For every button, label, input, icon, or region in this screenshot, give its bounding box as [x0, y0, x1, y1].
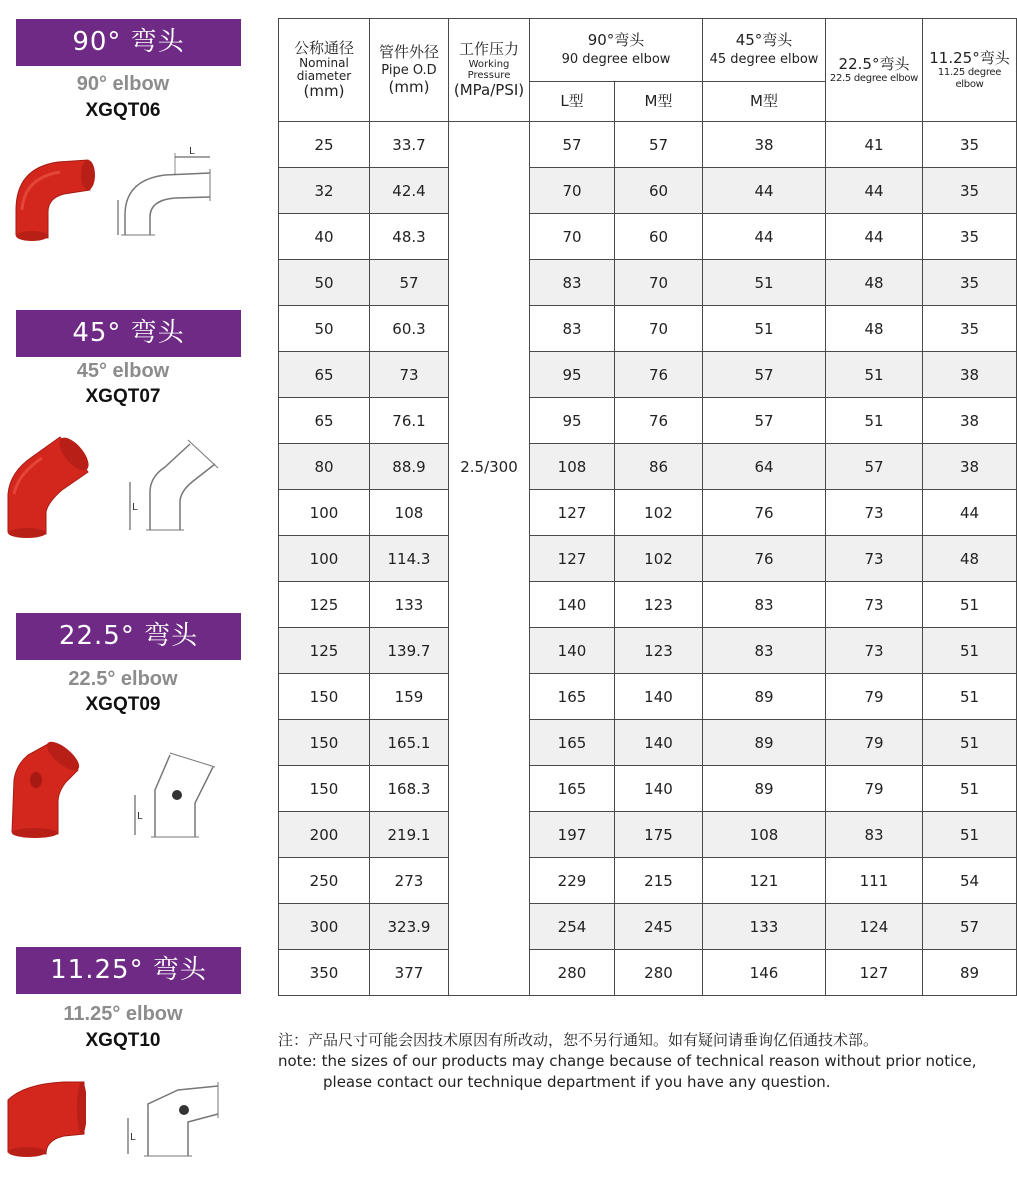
- cell-m-type-45: 76: [703, 490, 826, 536]
- cell-elbow-1125: 89: [923, 950, 1017, 996]
- cell-pressure: [449, 260, 530, 306]
- footnote: [278, 1030, 1008, 1093]
- cell-elbow-225: 44: [826, 214, 923, 260]
- drawing-label-l: L: [189, 146, 195, 157]
- cell-m-type: 76: [615, 398, 703, 444]
- cell-pipe-od: 76.1: [370, 398, 449, 444]
- cell-elbow-1125: 35: [923, 214, 1017, 260]
- table-row: [279, 352, 1017, 398]
- cell-elbow-225: 79: [826, 766, 923, 812]
- cell-l-type: 254: [530, 904, 615, 950]
- table-row: [279, 674, 1017, 720]
- cell-elbow-1125: 38: [923, 444, 1017, 490]
- cell-nominal: 25: [279, 122, 370, 168]
- dimension-table: [278, 18, 1017, 996]
- cell-elbow-1125: 51: [923, 720, 1017, 766]
- cell-pressure: [449, 904, 530, 950]
- cell-m-type-45: 133: [703, 904, 826, 950]
- product-english-45: 45° elbow: [76, 360, 170, 382]
- cell-l-type: 127: [530, 536, 615, 582]
- cell-pipe-od: 168.3: [370, 766, 449, 812]
- cell-pipe-od: 323.9: [370, 904, 449, 950]
- cell-elbow-1125: 51: [923, 766, 1017, 812]
- cell-pipe-od: 159: [370, 674, 449, 720]
- cell-elbow-225: 73: [826, 490, 923, 536]
- cell-pipe-od: 60.3: [370, 306, 449, 352]
- product-english-90: 90° elbow: [76, 73, 170, 95]
- product-english-1125: 11.25° elbow: [63, 1003, 183, 1025]
- cell-elbow-1125: 51: [923, 628, 1017, 674]
- product-code-1125: XGQT10: [85, 1030, 161, 1051]
- cell-elbow-225: 111: [826, 858, 923, 904]
- cell-m-type: 86: [615, 444, 703, 490]
- cell-nominal: 125: [279, 582, 370, 628]
- table-row: [279, 214, 1017, 260]
- table-row: [279, 536, 1017, 582]
- note-english-line2: please contact our technique department if you have any question.: [323, 1073, 831, 1091]
- cell-l-type: 83: [530, 306, 615, 352]
- table-row: [279, 122, 1017, 168]
- header-pipe-od: 管件外径 Pipe O.D (mm): [370, 19, 449, 122]
- cell-m-type: 60: [615, 168, 703, 214]
- table-row: [279, 168, 1017, 214]
- elbow-45-drawing: [120, 432, 230, 537]
- elbow-90-photo: [8, 150, 98, 245]
- note-chinese: 注：产品尺寸可能会因技术原因有所改动，恕不另行通知。如有疑问请垂询亿佰通技术部。: [278, 1031, 879, 1049]
- product-banner-45: 45° 弯头: [16, 310, 241, 357]
- cell-pressure: [449, 674, 530, 720]
- cell-nominal: 80: [279, 444, 370, 490]
- cell-m-type-45: 51: [703, 260, 826, 306]
- table-row: [279, 444, 1017, 490]
- product-banner-225: 22.5° 弯头: [16, 613, 241, 660]
- cell-nominal: 50: [279, 306, 370, 352]
- header-m-type: M型: [615, 82, 703, 122]
- cell-elbow-225: 51: [826, 352, 923, 398]
- cell-elbow-225: 57: [826, 444, 923, 490]
- cell-m-type: 70: [615, 260, 703, 306]
- table-row: [279, 398, 1017, 444]
- cell-m-type-45: 89: [703, 674, 826, 720]
- cell-pipe-od: 377: [370, 950, 449, 996]
- header-1125-elbow: 11.25°弯头 11.25 degree elbow: [923, 19, 1017, 122]
- table-body: [279, 122, 1017, 996]
- cell-m-type: 70: [615, 306, 703, 352]
- cell-l-type: 280: [530, 950, 615, 996]
- cell-pressure: [449, 628, 530, 674]
- cell-nominal: 150: [279, 674, 370, 720]
- cell-pipe-od: 88.9: [370, 444, 449, 490]
- cell-m-type-45: 44: [703, 214, 826, 260]
- cell-elbow-1125: 51: [923, 812, 1017, 858]
- table-row: [279, 628, 1017, 674]
- cell-elbow-1125: 35: [923, 306, 1017, 352]
- cell-m-type-45: 83: [703, 628, 826, 674]
- table-row: [279, 812, 1017, 858]
- cell-pressure: [449, 812, 530, 858]
- cell-m-type: 123: [615, 582, 703, 628]
- cell-elbow-225: 73: [826, 628, 923, 674]
- cell-pipe-od: 48.3: [370, 214, 449, 260]
- cell-m-type: 140: [615, 766, 703, 812]
- cell-nominal: 50: [279, 260, 370, 306]
- table-row: [279, 490, 1017, 536]
- cell-m-type-45: 64: [703, 444, 826, 490]
- cell-elbow-225: 127: [826, 950, 923, 996]
- product-code-225: XGQT09: [85, 694, 161, 715]
- drawing-label-l: L: [130, 1132, 136, 1143]
- elbow-225-drawing: [125, 745, 225, 845]
- cell-elbow-1125: 54: [923, 858, 1017, 904]
- cell-l-type: 108: [530, 444, 615, 490]
- note-english-line1: note: the sizes of our products may change because of technical reason without prior notice,: [278, 1052, 977, 1070]
- cell-elbow-1125: 51: [923, 674, 1017, 720]
- cell-l-type: 140: [530, 628, 615, 674]
- cell-l-type: 83: [530, 260, 615, 306]
- table-row: [279, 766, 1017, 812]
- cell-l-type: 165: [530, 766, 615, 812]
- cell-m-type-45: 38: [703, 122, 826, 168]
- cell-l-type: 70: [530, 214, 615, 260]
- table-row: [279, 260, 1017, 306]
- cell-m-type: 175: [615, 812, 703, 858]
- cell-m-type-45: 44: [703, 168, 826, 214]
- cell-l-type: 165: [530, 674, 615, 720]
- cell-nominal: 150: [279, 766, 370, 812]
- cell-pressure: [449, 306, 530, 352]
- cell-l-type: 165: [530, 720, 615, 766]
- cell-pressure: [449, 536, 530, 582]
- cell-l-type: 95: [530, 352, 615, 398]
- cell-elbow-225: 79: [826, 720, 923, 766]
- cell-m-type: 280: [615, 950, 703, 996]
- cell-elbow-225: 73: [826, 582, 923, 628]
- cell-elbow-225: 79: [826, 674, 923, 720]
- cell-m-type: 140: [615, 720, 703, 766]
- cell-l-type: 127: [530, 490, 615, 536]
- cell-m-type: 102: [615, 536, 703, 582]
- cell-elbow-225: 48: [826, 260, 923, 306]
- elbow-1125-drawing: [118, 1078, 228, 1163]
- table-row: [279, 904, 1017, 950]
- cell-m-type-45: 51: [703, 306, 826, 352]
- cell-pipe-od: 133: [370, 582, 449, 628]
- cell-pressure: [449, 122, 530, 168]
- elbow-45-photo: [2, 432, 92, 542]
- cell-nominal: 300: [279, 904, 370, 950]
- cell-m-type: 76: [615, 352, 703, 398]
- cell-pipe-od: 165.1: [370, 720, 449, 766]
- elbow-225-photo: [8, 740, 88, 840]
- header-m-type-45: M型: [703, 82, 826, 122]
- cell-elbow-225: 73: [826, 536, 923, 582]
- elbow-90-drawing: [115, 145, 225, 245]
- cell-l-type: 95: [530, 398, 615, 444]
- cell-elbow-1125: 51: [923, 582, 1017, 628]
- product-code-90: XGQT06: [85, 100, 161, 121]
- cell-pressure: [449, 582, 530, 628]
- drawing-label-l: L: [137, 811, 143, 822]
- product-code-45: XGQT07: [85, 386, 161, 407]
- drawing-label-l: L: [132, 502, 138, 513]
- header-90-elbow: 90°弯头 90 degree elbow: [530, 19, 703, 82]
- cell-m-type-45: 57: [703, 398, 826, 444]
- cell-m-type-45: 89: [703, 766, 826, 812]
- cell-elbow-1125: 35: [923, 122, 1017, 168]
- product-banner-90: 90° 弯头: [16, 19, 241, 66]
- cell-m-type: 102: [615, 490, 703, 536]
- cell-m-type: 57: [615, 122, 703, 168]
- cell-elbow-1125: 38: [923, 398, 1017, 444]
- cell-pressure: [449, 720, 530, 766]
- cell-pipe-od: 57: [370, 260, 449, 306]
- cell-m-type: 140: [615, 674, 703, 720]
- cell-pressure: [449, 766, 530, 812]
- cell-pressure: [449, 858, 530, 904]
- cell-l-type: 197: [530, 812, 615, 858]
- cell-l-type: 140: [530, 582, 615, 628]
- cell-m-type-45: 108: [703, 812, 826, 858]
- cell-m-type-45: 76: [703, 536, 826, 582]
- elbow-1125-photo: [4, 1078, 86, 1158]
- cell-pipe-od: 114.3: [370, 536, 449, 582]
- cell-pressure: 2.5/300: [449, 444, 530, 490]
- cell-pipe-od: 73: [370, 352, 449, 398]
- cell-pipe-od: 33.7: [370, 122, 449, 168]
- cell-nominal: 150: [279, 720, 370, 766]
- cell-elbow-225: 48: [826, 306, 923, 352]
- cell-pressure: [449, 398, 530, 444]
- cell-elbow-1125: 44: [923, 490, 1017, 536]
- cell-elbow-225: 41: [826, 122, 923, 168]
- header-225-elbow: 22.5°弯头 22.5 degree elbow: [826, 19, 923, 122]
- cell-pressure: [449, 214, 530, 260]
- cell-pressure: [449, 168, 530, 214]
- table-row: [279, 306, 1017, 352]
- cell-elbow-225: 51: [826, 398, 923, 444]
- cell-m-type-45: 83: [703, 582, 826, 628]
- cell-nominal: 40: [279, 214, 370, 260]
- header-45-elbow: 45°弯头 45 degree elbow: [703, 19, 826, 82]
- cell-pipe-od: 219.1: [370, 812, 449, 858]
- header-nominal: 公称通径 Nominal diameter (mm): [279, 19, 370, 122]
- cell-nominal: 200: [279, 812, 370, 858]
- cell-l-type: 229: [530, 858, 615, 904]
- cell-pipe-od: 273: [370, 858, 449, 904]
- cell-m-type-45: 146: [703, 950, 826, 996]
- cell-elbow-225: 44: [826, 168, 923, 214]
- cell-nominal: 350: [279, 950, 370, 996]
- cell-m-type-45: 57: [703, 352, 826, 398]
- cell-elbow-1125: 48: [923, 536, 1017, 582]
- table-row: [279, 858, 1017, 904]
- table-row: [279, 720, 1017, 766]
- cell-nominal: 65: [279, 352, 370, 398]
- cell-m-type: 245: [615, 904, 703, 950]
- cell-elbow-225: 124: [826, 904, 923, 950]
- cell-elbow-1125: 38: [923, 352, 1017, 398]
- header-l-type: L型: [530, 82, 615, 122]
- table-row: [279, 950, 1017, 996]
- cell-nominal: 125: [279, 628, 370, 674]
- cell-nominal: 65: [279, 398, 370, 444]
- cell-nominal: 250: [279, 858, 370, 904]
- cell-elbow-1125: 35: [923, 260, 1017, 306]
- table-row: [279, 582, 1017, 628]
- cell-m-type: 215: [615, 858, 703, 904]
- cell-l-type: 57: [530, 122, 615, 168]
- cell-elbow-225: 83: [826, 812, 923, 858]
- cell-pressure: [449, 950, 530, 996]
- cell-nominal: 32: [279, 168, 370, 214]
- header-pressure: 工作压力 Working Pressure (MPa/PSI): [449, 19, 530, 122]
- cell-m-type: 123: [615, 628, 703, 674]
- cell-pressure: [449, 490, 530, 536]
- cell-pipe-od: 42.4: [370, 168, 449, 214]
- cell-pressure: [449, 352, 530, 398]
- cell-m-type-45: 89: [703, 720, 826, 766]
- cell-m-type-45: 121: [703, 858, 826, 904]
- cell-elbow-1125: 57: [923, 904, 1017, 950]
- cell-nominal: 100: [279, 490, 370, 536]
- cell-nominal: 100: [279, 536, 370, 582]
- cell-elbow-1125: 35: [923, 168, 1017, 214]
- cell-l-type: 70: [530, 168, 615, 214]
- cell-m-type: 60: [615, 214, 703, 260]
- product-english-225: 22.5° elbow: [68, 668, 178, 690]
- cell-pipe-od: 108: [370, 490, 449, 536]
- product-column: [0, 0, 270, 1179]
- cell-pipe-od: 139.7: [370, 628, 449, 674]
- product-banner-1125: 11.25° 弯头: [16, 947, 241, 994]
